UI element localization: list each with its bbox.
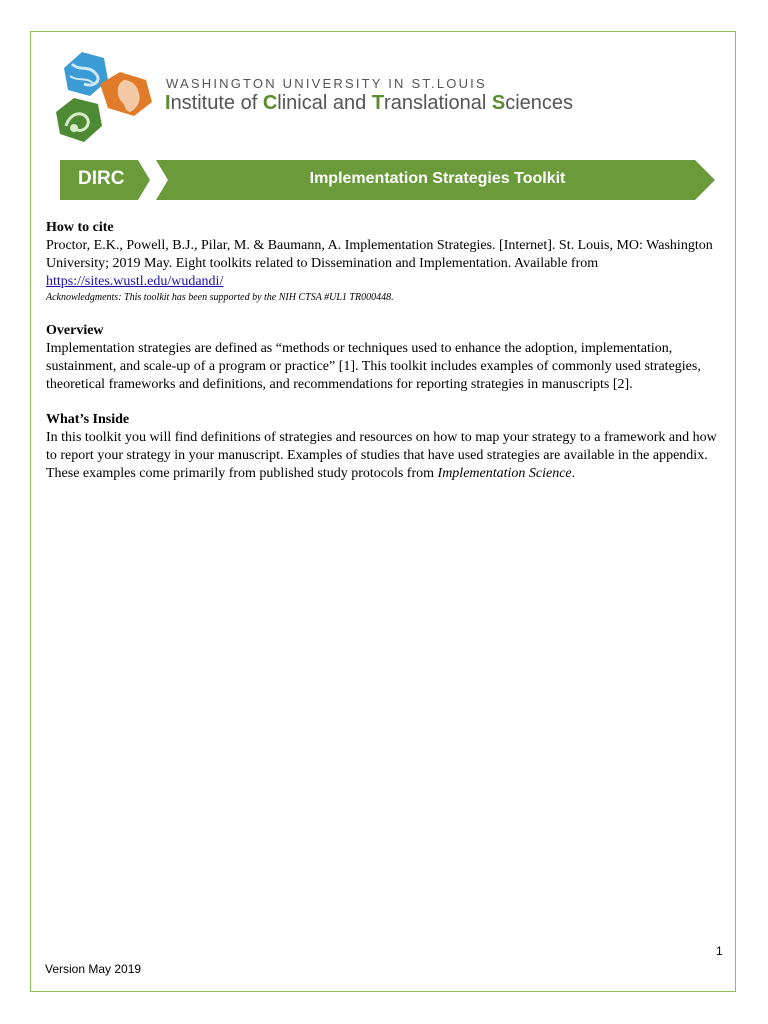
version-label: Version May 2019 <box>45 962 142 976</box>
how-to-cite-section <box>46 219 726 305</box>
document-body <box>46 219 726 500</box>
citation-text <box>46 237 726 291</box>
overview-heading: Overview <box>46 323 104 338</box>
institute-logo <box>52 50 162 146</box>
institute-name-part: linical and <box>277 92 372 114</box>
banner-dirc-label: DIRC <box>78 168 125 189</box>
university-name: WASHINGTON UNIVERSITY IN ST.LOUIS <box>166 76 487 91</box>
how-to-cite-heading: How to cite <box>46 220 114 235</box>
toolkit-banner <box>60 160 715 200</box>
institute-name-part: ranslational <box>384 92 492 114</box>
overview-section <box>46 322 726 394</box>
institute-name <box>165 92 573 115</box>
toolkit-link[interactable]: https://sites.wustl.edu/wudandi/ <box>46 274 224 289</box>
whats-inside-end: . <box>571 466 576 481</box>
whats-inside-text <box>46 429 726 483</box>
institute-name-part: S <box>491 92 506 114</box>
whats-inside-body: In this toolkit you will find definitions of strategies and resources on how to map your strategy to a framework and how to report your strategy in your manuscript. Examples of studies that have used strategies are available in the appendix. These examples come primarily from published study protocols from <box>46 430 717 481</box>
overview-text: Implementation strategies are defined as “methods or techniques used to enhance the adoption, implementation, sustainment, and scale-up of a program or practice” [1]. This toolkit includes examples of commonly used strategies, theoretical frameworks and definitions, and recommendations for reporting strategies in manuscripts [2]. <box>46 341 701 392</box>
institute-name-part: I <box>165 92 171 114</box>
page-number: 1 <box>716 944 723 958</box>
citation-body: Proctor, E.K., Powell, B.J., Pilar, M. & Baumann, A. Implementation Strategies. [Internet]. St. Louis, MO: Washington University; 2019 May. Eight toolkits related to Dissemination and Implementation. Available from <box>46 238 713 271</box>
whats-inside-heading: What’s Inside <box>46 412 130 427</box>
institute-name-part: T <box>371 92 385 114</box>
institute-name-part: nstitute of <box>170 92 263 114</box>
hexagon-logo-icon <box>52 50 162 146</box>
acknowledgments-note: Acknowledgments: This toolkit has been supported by the NIH CTSA #UL1 TR000448. <box>46 292 394 303</box>
institute-name-part: ciences <box>505 92 574 114</box>
institute-name-part: C <box>262 92 278 114</box>
banner-title: Implementation Strategies Toolkit <box>309 170 566 187</box>
journal-name: Implementation Science <box>437 466 572 481</box>
whats-inside-section <box>46 411 726 483</box>
